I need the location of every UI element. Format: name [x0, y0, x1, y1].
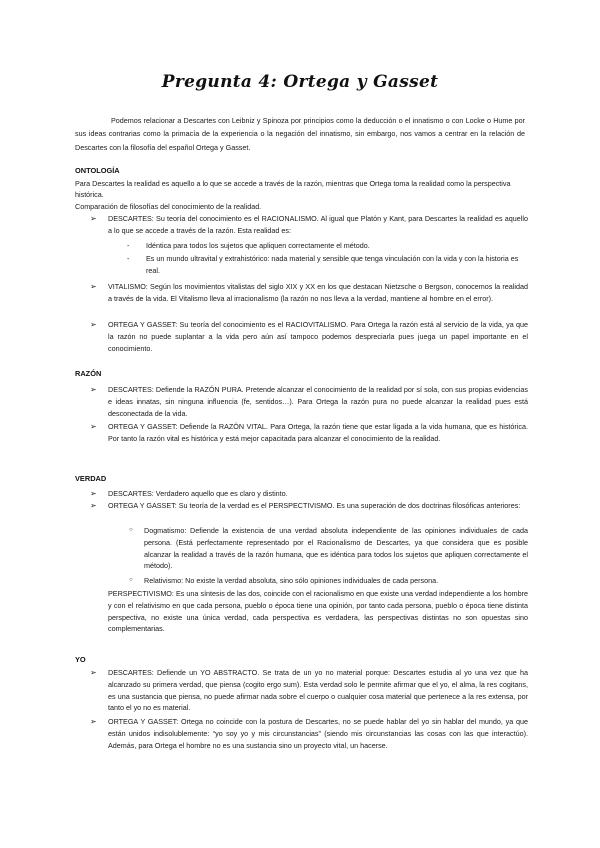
bullet-text: VITALISMO: Según los movimientos vitalistas del siglo XIX y XX en los que destacan Nietzsche o Bergson, conocemos la realidad a través de la vida. El Vitalismo lleva al irracionalismo (la razón no nos lleva a la verdad, mantiene al hombre en el error). — [108, 282, 528, 303]
dash-bullet: - — [127, 241, 130, 250]
yo-bullet-descartes — [90, 667, 528, 714]
ontologia-sub-2 — [127, 253, 530, 277]
ontologia-bullet-vitalismo — [90, 281, 528, 305]
verdad-bullet-descartes — [90, 488, 528, 500]
ontologia-sub-1 — [127, 240, 530, 252]
heading-verdad: VERDAD — [75, 474, 107, 483]
razon-bullet-ortega — [90, 421, 528, 445]
bullet-text: ORTEGA Y GASSET: Defiende la RAZÓN VITAL. Para Ortega, la razón tiene que estar ligada a la vida humana, que es histórica. Por tanto la razón vital es histórica y está mejor capacitada para alcanzar el conocimiento de la realidad. — [108, 422, 528, 443]
arrow-bullet-icon: ➢ — [90, 717, 97, 726]
bullet-text: ORTEGA Y GASSET: Ortega no coincide con la postura de Descartes, no se puede hablar del yo sin hablar del mundo, ya que están unidos indisolublemente: “yo soy yo y mis circunstancias” (siendo mis circunstancias las cosas con las que interactúo). Además, para Ortega el hombre no es una sustancia sino un proyecto vital, un hacerse. — [108, 717, 528, 750]
dash-bullet: - — [127, 254, 130, 263]
page-title: Pregunta 4: Ortega y Gasset — [161, 72, 439, 92]
yo-bullet-ortega — [90, 716, 528, 751]
heading-yo: YO — [75, 655, 86, 664]
ontologia-intro: Para Descartes la realidad es aquello a lo que se accede a través de la razón, mientras que Ortega toma la realidad como la perspectiva histórica. — [75, 179, 511, 199]
bullet-text: DESCARTES: Defiende un YO ABSTRACTO. Se trata de un yo no material porque: Descartes estudia al yo una vez que ha alcanzado su primera verdad, que piensa (cogito ergo sum). Esta verdad solo le permite afirmar que el yo, el alma, la res cogitans, es una sustancia que piensa, no puede afirmar nada sobre el cuerpo o cualquier cosa material que pertenece a la res extensa, por tanto el yo no es material. — [108, 668, 528, 713]
heading-razon: RAZÓN — [75, 369, 102, 378]
circle-bullet: ○ — [129, 577, 133, 583]
arrow-bullet-icon: ➢ — [90, 668, 97, 677]
sub-text: Idéntica para todos los sujetos que apliquen correctamente el método. — [146, 241, 370, 250]
bullet-text: DESCARTES: Verdadero aquello que es claro y distinto. — [108, 489, 288, 498]
arrow-bullet-icon: ➢ — [90, 422, 97, 431]
arrow-bullet-icon: ➢ — [90, 501, 97, 510]
verdad-sub-relativismo — [129, 575, 528, 587]
bullet-text: DESCARTES: Defiende la RAZÓN PURA. Pretende alcanzar el conocimiento de la realidad por sí sola, con sus propias evidencias e ideas innatas, sin ninguna influencia (fe, sentidos…). Para Ortega la razón pura no puede alcanzar la realidad pues está desconectada de la vida. — [108, 385, 528, 418]
intro-paragraph: Podemos relacionar a Descartes con Leibniz y Spinoza por principios como la deducción o el innatismo o con Locke o Hume por sus ideas contrarias como la primacía de la experiencia o la negación del innatismo, sin embargo, nos vamos a centrar en la relación de Descartes con la filosofía del español Ortega y Gasset. — [75, 116, 525, 152]
sub-text: Dogmatismo: Defiende la existencia de una verdad absoluta independiente de las opiniones individuales de cada persona. (Está perfectamente representado por el Racionalismo de Descartes, ya que considera que es posible alcanzar la realidad a través de la razón humana, que es idéntica para todos los sujetos que apliquen correctamente el método). — [144, 526, 528, 571]
verdad-sub-dogmatismo — [129, 525, 528, 572]
verdad-bullet-ortega — [90, 500, 528, 512]
bullet-text: ORTEGA Y GASSET: Su teoría del conocimiento es el RACIOVITALISMO. Para Ortega la razón está al servicio de la vida, ya que la razón no puede suplantar a la vida pero aún así tampoco podemos despreciarla pues juega un papel importante en el conocimiento. — [108, 320, 528, 353]
bullet-text: DESCARTES: Su teoría del conocimiento es el RACIONALISMO. Al igual que Platón y Kant, para Descartes la realidad es aquello a lo que se accede a través de la razón. Esta realidad es: — [108, 214, 528, 235]
ontologia-bullet-ortega — [90, 319, 528, 354]
ontologia-bullet-descartes — [90, 213, 528, 237]
arrow-bullet-icon: ➢ — [90, 282, 97, 291]
circle-bullet: ○ — [129, 527, 133, 533]
sub-text: Relativismo: No existe la verdad absoluta, sino sólo opiniones individuales de cada persona. — [144, 576, 439, 585]
arrow-bullet-icon: ➢ — [90, 214, 97, 223]
ontologia-subtitle: Comparación de filosofías del conocimiento de la realidad. — [75, 202, 262, 211]
arrow-bullet-icon: ➢ — [90, 489, 97, 498]
sub-text: Es un mundo ultravital y extrahistórico: nada material y sensible que tenga vinculación con la vida y con la historia es real. — [146, 254, 519, 275]
verdad-perspectivismo: PERSPECTIVISMO: Es una síntesis de las dos, coincide con el racionalismo en que existe una verdad independiente a los hombre y con el relativismo en que cada persona, pueblo o época tiene una opinión, por tanto cada persona, pueblo o época tiene distinta perspectiva, no existe una única verdad, cada perspectiva es verdadera, las perspectivas distintas no son opuestas sino complementarias. — [108, 589, 528, 634]
bullet-text: ORTEGA Y GASSET: Su teoría de la verdad es el PERSPECTIVISMO. Es una superación de dos doctrinas filosóficas anteriores: — [108, 501, 521, 510]
arrow-bullet-icon: ➢ — [90, 320, 97, 329]
heading-ontologia: ONTOLOGÍA — [75, 166, 120, 175]
arrow-bullet-icon: ➢ — [90, 385, 97, 394]
razon-bullet-descartes — [90, 384, 528, 419]
